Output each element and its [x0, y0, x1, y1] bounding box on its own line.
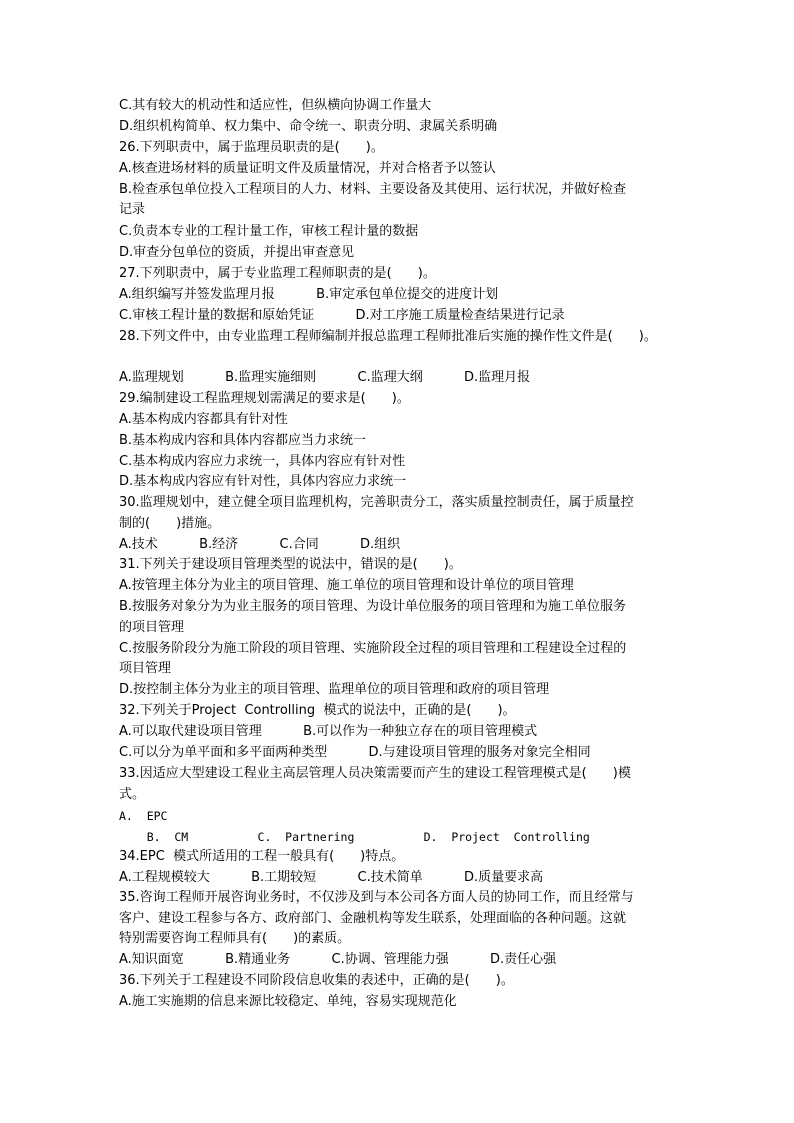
option-line: A.基本构成内容都具有针对性 [119, 412, 288, 427]
question-32: 32.下列关于Project Controlling 模式的说法中，正确的是( )。 [119, 703, 516, 718]
text-line: 制的( )措施。 [119, 516, 221, 531]
text-line: 特别需要咨询工程师具有( )的素质。 [119, 931, 351, 946]
option-line: A.知识面宽 B.精通业务 C.协调、管理能力强 D.责任心强 [119, 952, 557, 967]
question-36: 36.下列关于工程建设不同阶段信息收集的表述中，正确的是( )。 [119, 973, 514, 988]
option-line: B.检查承包单位投入工程项目的人力、材料、主要设备及其使用、运行状况，并做好检查 [119, 182, 627, 197]
option-line: A.施工实施期的信息来源比较稳定、单纯，容易实现规范化 [119, 994, 457, 1009]
option-line: A.按管理主体分为业主的项目管理、施工单位的项目管理和设计单位的项目管理 [119, 578, 574, 593]
question-30: 30.监理规划中，建立健全项目监理机构，完善职责分工，落实质量控制责任，属于质量控 [119, 495, 634, 510]
text-line: 记录 [119, 202, 146, 217]
option-line: A.技术 B.经济 C.合同 D.组织 [119, 537, 401, 552]
question-33: 33.因适应大型建设工程业主高层管理人员决策需要而产生的建设工程管理模式是( )模 [119, 766, 631, 781]
text-line: 客户、建设工程参与各方、政府部门、金融机构等发生联系，处理面临的各种问题。这就 [119, 911, 627, 926]
option-line: A.可以取代建设项目管理 B.可以作为一种独立存在的项目管理模式 [119, 724, 538, 739]
option-line: C.审核工程计量的数据和原始凭证 D.对工序施工质量检查结果进行记录 [119, 308, 565, 323]
question-26: 26.下列职责中，属于监理员职责的是( )。 [119, 140, 384, 155]
question-28: 28.下列文件中，由专业监理工程师编制并报总监理工程师批准后实施的操作性文件是( )。 [119, 329, 657, 344]
option-line: A.组织编写并签发监理月报 B.审定承包单位提交的进度计划 [119, 287, 499, 302]
option-line: A.监理规划 B.监理实施细则 C.监理大纲 D.监理月报 [119, 370, 531, 385]
option-line: C.基本构成内容应力求统一，具体内容应有针对性 [119, 454, 406, 469]
option-line: A. EPC [119, 809, 168, 823]
question-34: 34.EPC 模式所适用的工程一般具有( )特点。 [119, 849, 405, 864]
option-line: C.可以分为单平面和多平面两种类型 D.与建设项目管理的服务对象完全相同 [119, 745, 591, 760]
option-line: B.按服务对象分为为业主服务的项目管理、为设计单位服务的项目管理和为施工单位服务 [119, 599, 627, 614]
text-line: 的项目管理 [119, 620, 185, 635]
option-line: A.核查进场材料的质量证明文件及质量情况，并对合格者予以签认 [119, 161, 496, 176]
text-line: D.组织机构简单、权力集中、命令统一、职责分明、隶属关系明确 [119, 119, 498, 134]
option-line: B. CM C. Partnering D. Project Controlling [119, 830, 590, 844]
option-line: C.负责本专业的工程计量工作，审核工程计量的数据 [119, 224, 419, 239]
question-35: 35.咨询工程师开展咨询业务时，不仅涉及到与本公司各方面人员的协同工作，而且经常与 [119, 890, 634, 905]
option-line: C.按服务阶段分为施工阶段的项目管理、实施阶段全过程的项目管理和工程建设全过程的 [119, 641, 627, 656]
text-line: 项目管理 [119, 661, 172, 676]
option-line: D.审查分包单位的资质，并提出审查意见 [119, 245, 355, 260]
option-line: D.基本构成内容应有针对性，具体内容应力求统一 [119, 474, 407, 489]
question-27: 27.下列职责中，属于专业监理工程师职责的是( )。 [119, 266, 436, 281]
option-line: D.按控制主体分为业主的项目管理、监理单位的项目管理和政府的项目管理 [119, 682, 550, 697]
question-31: 31.下列关于建设项目管理类型的说法中，错误的是( )。 [119, 557, 462, 572]
option-line: B.基本构成内容和具体内容都应当力求统一 [119, 433, 367, 448]
text-line: C.其有较大的机动性和适应性，但纵横向协调工作量大 [119, 98, 432, 113]
text-line: 式。 [119, 787, 146, 802]
option-line: A.工程规模较大 B.工期较短 C.技术简单 D.质量要求高 [119, 870, 544, 885]
question-29: 29.编制建设工程监理规划需满足的要求是( )。 [119, 391, 410, 406]
